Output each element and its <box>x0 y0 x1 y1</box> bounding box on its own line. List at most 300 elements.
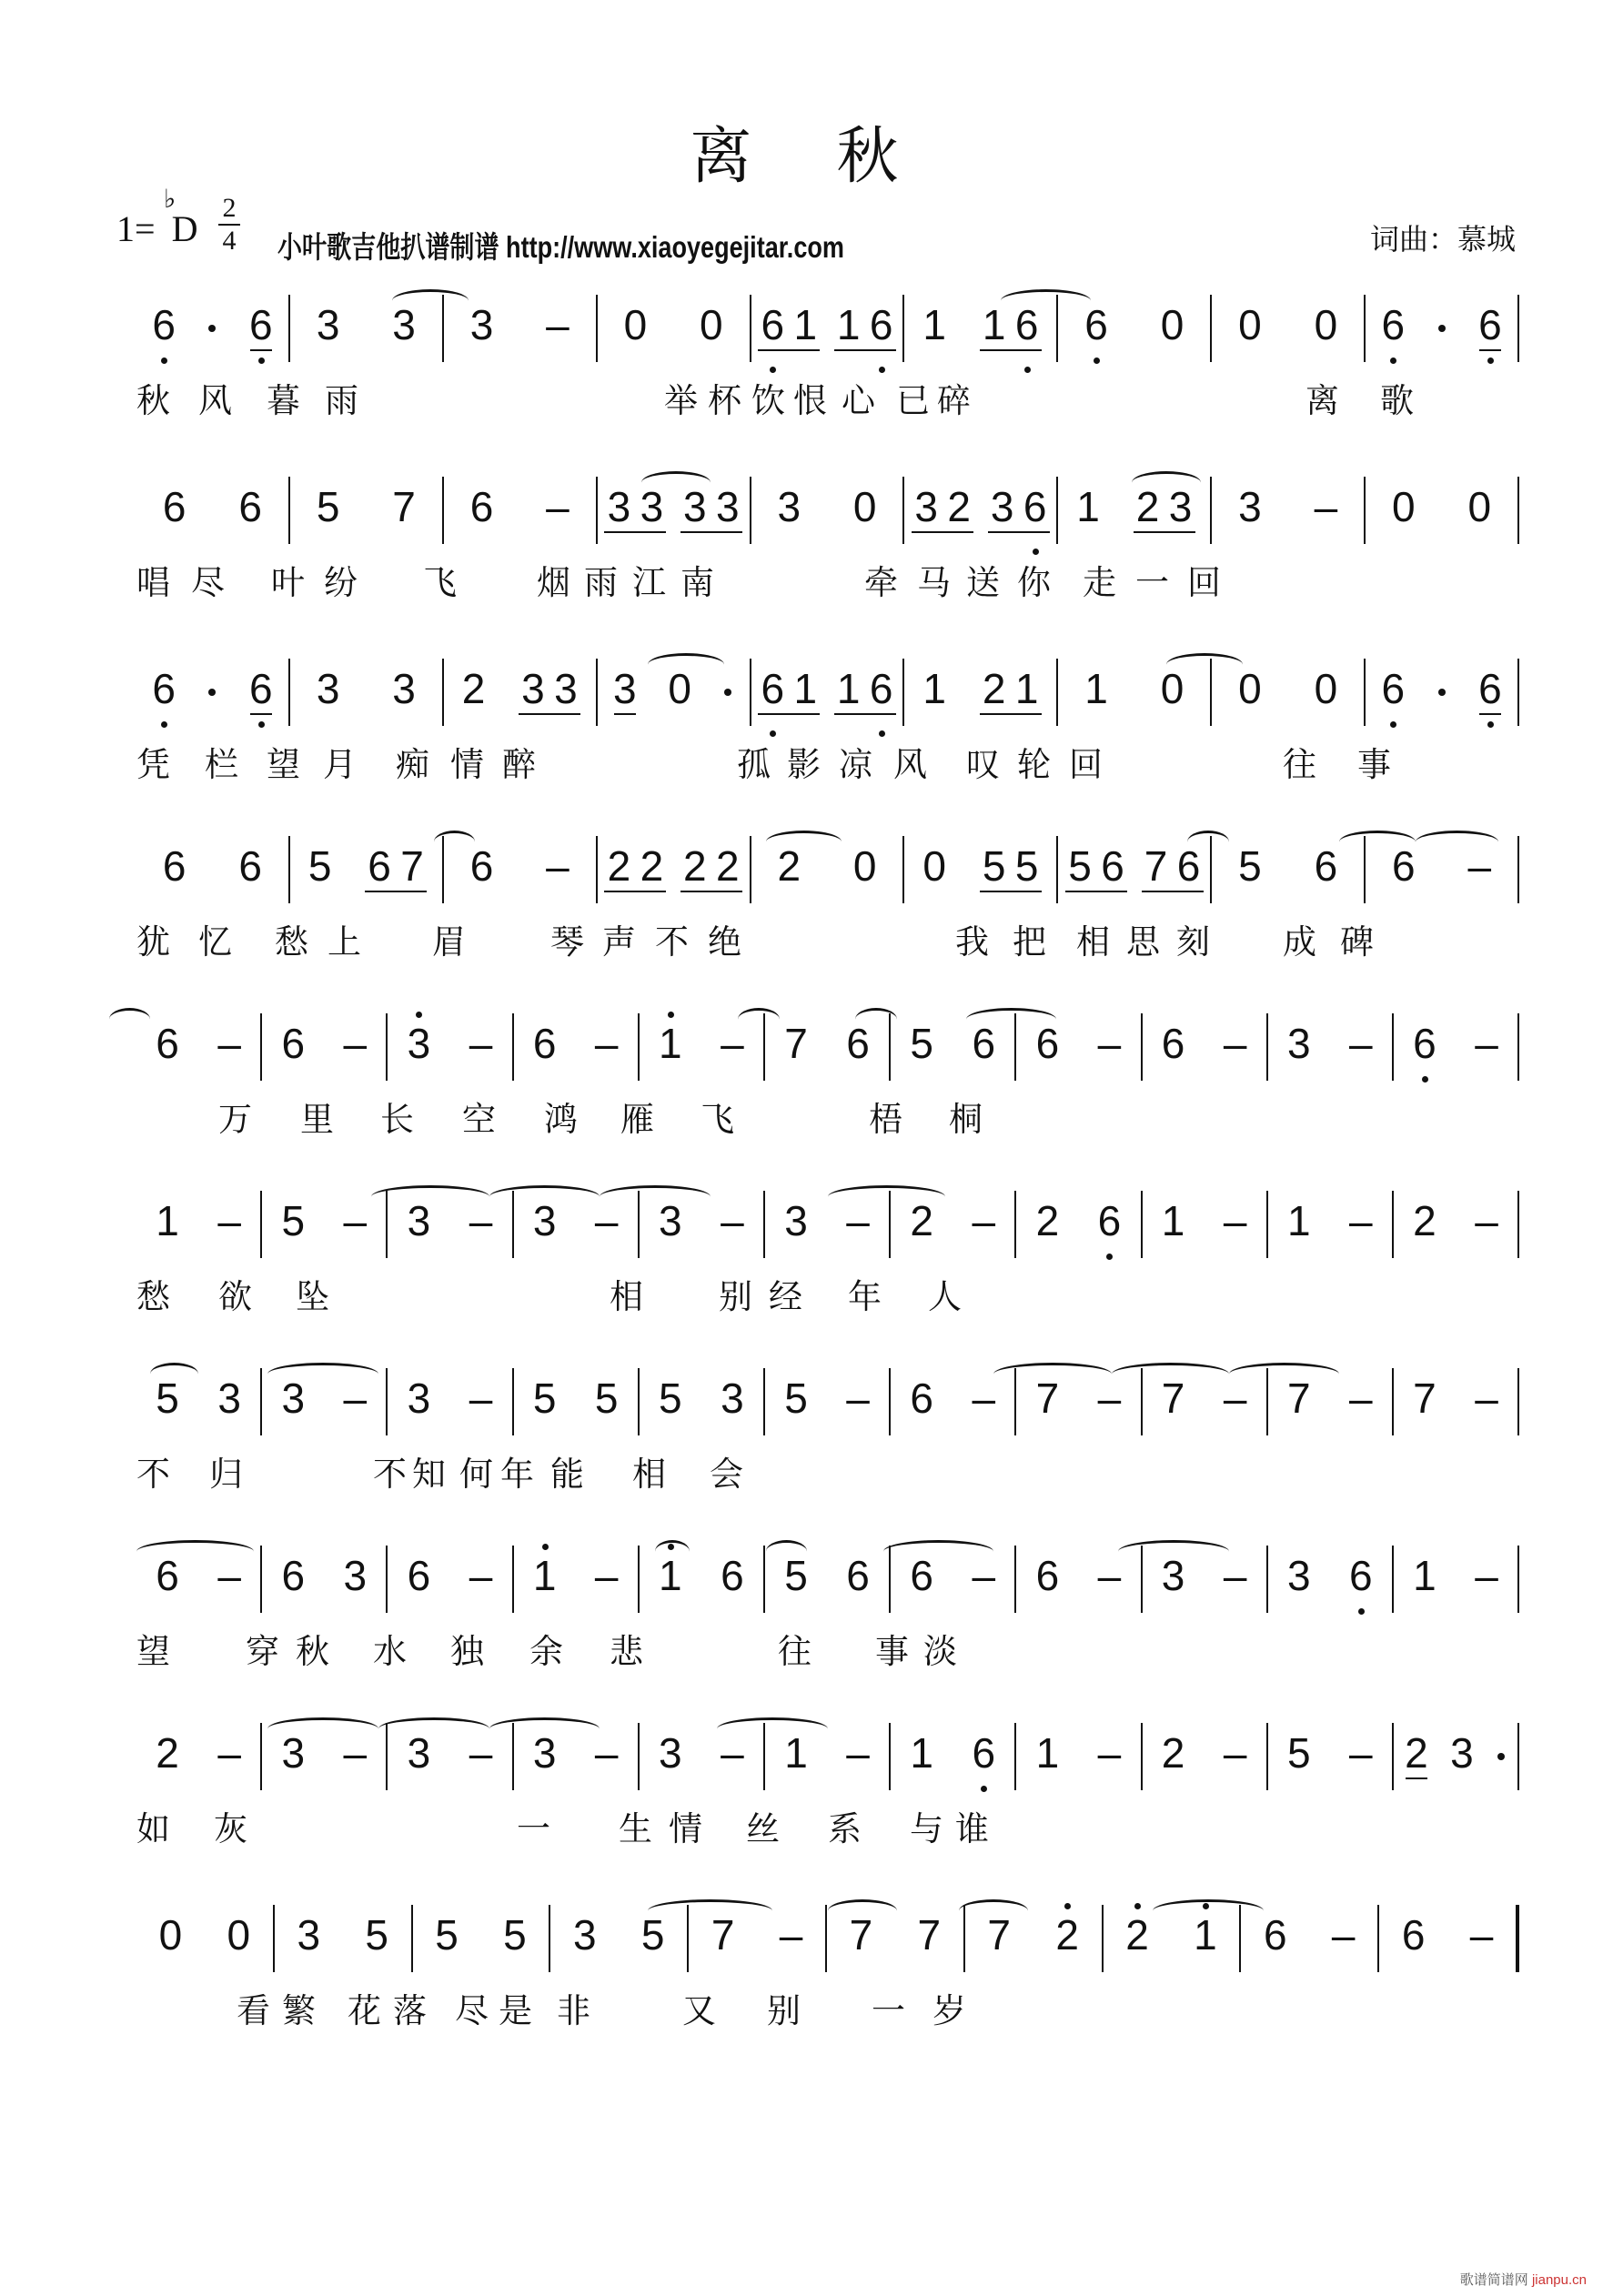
beat <box>967 1197 1000 1269</box>
score-line <box>136 992 1519 1155</box>
beat <box>1283 1197 1316 1269</box>
note: 7 <box>392 483 416 530</box>
measure <box>751 273 903 373</box>
measure <box>290 273 442 373</box>
augmentation-dot <box>202 668 222 710</box>
measure <box>444 273 596 373</box>
note: 3 <box>402 1022 435 1064</box>
barline <box>1517 1368 1519 1435</box>
note: 6 <box>1474 304 1507 346</box>
beat <box>402 1729 435 1801</box>
note: 7 <box>987 1911 1012 1959</box>
dash-sustain: – <box>343 1729 368 1777</box>
beat <box>213 1022 246 1092</box>
note: 2 <box>683 842 707 890</box>
beat <box>213 1197 246 1269</box>
measure <box>689 1883 825 1983</box>
lyric-char: 轮 <box>1017 746 1051 783</box>
beat <box>842 1197 874 1269</box>
tie-arc <box>1229 1363 1340 1385</box>
note: 3 <box>659 1197 682 1244</box>
note: 6 <box>1474 668 1507 710</box>
lyric-char: 空 <box>462 1101 496 1138</box>
beat <box>772 842 805 914</box>
beat <box>529 1197 561 1269</box>
beat <box>1470 1197 1503 1269</box>
measure <box>640 1524 763 1624</box>
note: 6 <box>407 1552 431 1599</box>
lyric-char: 梧 <box>869 1101 902 1138</box>
octave-low-dot <box>161 721 167 728</box>
lyric-char: 情 <box>669 1810 702 1848</box>
beat <box>1157 1552 1190 1624</box>
note: 1 <box>1084 665 1108 712</box>
lyric-char: 生 <box>619 1810 652 1848</box>
beat <box>1345 1197 1377 1269</box>
measure <box>514 1169 638 1269</box>
tie-arc <box>150 1363 198 1385</box>
measure <box>1016 1701 1140 1801</box>
note: 3 <box>281 1375 306 1422</box>
key-one-equals: 1= <box>116 208 156 249</box>
lyric-char: 又 <box>682 1992 716 2029</box>
measure <box>262 992 386 1092</box>
note: 7 <box>400 842 424 890</box>
beat <box>1470 1022 1503 1092</box>
beat <box>465 1197 498 1269</box>
staff <box>136 637 1519 737</box>
measure <box>444 814 596 914</box>
lyric-char: 往 <box>778 1633 812 1670</box>
lyric-char: 烟 <box>537 564 570 601</box>
measure <box>751 814 903 914</box>
lyric-char: 不 <box>373 1455 407 1493</box>
lyric-char: 月 <box>323 746 357 783</box>
note: 1 <box>1189 1914 1222 1956</box>
tie-arc <box>738 1008 780 1031</box>
beat <box>222 1911 255 1983</box>
lyric-char: 花 <box>348 1992 381 2029</box>
note: 6 <box>1408 1022 1441 1064</box>
augmentation-dot <box>1491 1732 1511 1774</box>
octave-low-dot <box>1094 357 1100 364</box>
note: 3 <box>1450 1729 1474 1777</box>
note: 6 <box>972 1020 996 1067</box>
beat <box>1470 1377 1503 1446</box>
measure <box>136 1346 260 1446</box>
dash-sustain: – <box>217 1197 241 1244</box>
note: 6 <box>1376 668 1409 710</box>
note: 6 <box>846 1552 870 1599</box>
beat <box>151 1729 184 1801</box>
note: 6 <box>865 304 898 346</box>
measure <box>1394 1169 1517 1269</box>
watermark-cn: 歌谱简谱网 <box>1459 2272 1528 2288</box>
beat <box>1309 301 1342 373</box>
measure <box>413 1883 549 1983</box>
lyric-char: 系 <box>828 1810 862 1848</box>
eighth-underline <box>250 349 272 351</box>
tie-arc <box>267 1363 378 1385</box>
note: 3 <box>609 668 641 710</box>
tie-arc <box>434 831 476 853</box>
barline <box>1517 659 1519 726</box>
beat <box>1157 1197 1190 1269</box>
note: 3 <box>777 483 801 530</box>
note: 0 <box>1238 665 1262 712</box>
lyric-char: 岁 <box>932 1992 966 2029</box>
dash-sustain: – <box>1349 1375 1373 1422</box>
beat <box>1345 1729 1377 1801</box>
measure <box>388 992 511 1092</box>
note: 3 <box>784 1197 808 1244</box>
beat <box>983 1911 1015 1983</box>
beat <box>338 1552 371 1624</box>
note: 6 <box>721 1552 744 1599</box>
eighth-underline <box>250 713 272 715</box>
tie-arc <box>1001 289 1091 312</box>
beat <box>1157 1729 1190 1801</box>
tie-arc <box>959 1899 1028 1922</box>
note: 6 <box>281 1552 306 1599</box>
beat <box>716 1552 749 1624</box>
octave-high-dot <box>416 1012 422 1018</box>
note: 3 <box>721 1375 744 1422</box>
beat <box>1031 1552 1064 1624</box>
lyric-char: 别 <box>719 1278 752 1315</box>
note: 3 <box>1168 483 1193 530</box>
beat <box>1093 1197 1125 1269</box>
dash-sustain: – <box>217 1020 241 1067</box>
lyric-char: 能 <box>550 1455 584 1493</box>
measure <box>1394 1701 1517 1801</box>
beat <box>716 1377 749 1446</box>
beat <box>1031 1022 1064 1092</box>
beat <box>1051 1911 1084 1983</box>
beat <box>234 483 267 555</box>
score-line <box>136 814 1519 978</box>
beat <box>1309 483 1342 555</box>
measure <box>1143 1346 1266 1446</box>
measure <box>514 1524 638 1624</box>
measure <box>1268 1701 1392 1801</box>
lyric-char: 尽 <box>455 1992 489 2029</box>
note: 6 <box>1019 486 1052 528</box>
beat <box>1093 1552 1125 1624</box>
beat <box>158 483 191 555</box>
note: 2 <box>777 842 801 890</box>
measure <box>891 1524 1014 1624</box>
tie-arc <box>1416 831 1498 853</box>
beat <box>1470 1552 1503 1624</box>
lyric-char: 飞 <box>423 564 457 601</box>
beat <box>277 1377 309 1446</box>
measure <box>262 1524 386 1624</box>
lyric-char: 事 <box>875 1633 909 1670</box>
tie-arc <box>1187 831 1229 853</box>
beat <box>1157 1022 1190 1092</box>
beat <box>849 483 882 555</box>
beat <box>1156 665 1189 737</box>
note: 6 <box>162 842 186 890</box>
lyric-char: 碎 <box>937 382 971 419</box>
beat <box>1234 301 1266 373</box>
measure <box>640 1701 763 1801</box>
dash-sustain: – <box>1097 1729 1122 1777</box>
beat <box>312 301 345 373</box>
beat <box>772 483 805 555</box>
note: 1 <box>654 1555 687 1596</box>
lyrics-row <box>136 555 1519 609</box>
lyric-char: 成 <box>1283 923 1316 961</box>
beat <box>775 1911 808 1983</box>
beat <box>849 842 882 914</box>
note: 6 <box>1035 1020 1060 1067</box>
tie-arc <box>766 1540 808 1563</box>
time-signature <box>218 195 240 255</box>
beat <box>780 1552 812 1624</box>
beat <box>402 1197 435 1269</box>
octave-low-dot <box>258 357 265 364</box>
measure <box>598 455 750 555</box>
beat <box>1283 1022 1316 1092</box>
lyric-char: 会 <box>710 1455 743 1493</box>
note: 0 <box>922 842 946 890</box>
note: 3 <box>407 1197 431 1244</box>
note: 5 <box>435 1911 459 1959</box>
note: 2 <box>640 842 664 890</box>
note: 0 <box>227 1911 251 1959</box>
measure <box>290 637 442 737</box>
lyric-char: 刻 <box>1176 923 1210 961</box>
dash-sustain: – <box>846 1197 870 1244</box>
staff <box>136 814 1519 914</box>
note: 6 <box>967 1732 1000 1774</box>
octave-high-dot <box>668 1012 674 1018</box>
measure <box>388 1169 511 1269</box>
measure <box>891 1169 1014 1269</box>
lyric-char: 穿 <box>246 1633 279 1670</box>
beat <box>590 1197 623 1269</box>
note: 6 <box>1093 1200 1125 1242</box>
note: 6 <box>865 668 898 710</box>
note: 2 <box>156 1729 179 1777</box>
beat <box>466 301 499 373</box>
final-barline <box>1516 1905 1519 1972</box>
octave-low-dot <box>1422 1076 1428 1083</box>
measure <box>1268 1346 1392 1446</box>
measure <box>765 1701 889 1801</box>
beat <box>1474 665 1507 737</box>
measure <box>1394 992 1517 1092</box>
beat <box>1345 1022 1377 1092</box>
eighth-underline <box>1479 349 1501 351</box>
lyric-char: 醉 <box>502 746 536 783</box>
lyric-char: 一 <box>1135 564 1169 601</box>
measure <box>136 455 288 555</box>
note: 3 <box>1286 1020 1311 1067</box>
beat <box>1219 1197 1252 1269</box>
octave-low-dot <box>1390 357 1396 364</box>
octave-high-dot <box>1064 1903 1071 1909</box>
lyric-char: 人 <box>928 1278 962 1315</box>
time-numerator: 2 <box>222 193 237 223</box>
tie-arc <box>1132 471 1201 494</box>
key-signature <box>116 186 198 250</box>
beamed-group <box>517 665 582 737</box>
note: 0 <box>1467 483 1492 530</box>
note: 5 <box>784 1552 808 1599</box>
measure <box>1268 1524 1392 1624</box>
lyric-char: 看 <box>237 1992 270 2029</box>
measure <box>1379 1883 1516 1983</box>
tie-arc <box>489 1717 600 1740</box>
lyric-char: 把 <box>1013 923 1046 961</box>
dash-sustain: – <box>721 1020 744 1067</box>
beat <box>1387 483 1420 555</box>
beat <box>312 665 345 737</box>
measure <box>1366 273 1517 373</box>
lyric-char: 杯 <box>708 382 741 419</box>
lyric-char: 相 <box>610 1278 643 1315</box>
beat <box>388 483 420 555</box>
beat <box>716 1197 749 1269</box>
beamed-group <box>1064 842 1129 914</box>
tie-arc <box>883 1540 994 1563</box>
augmentation-dot <box>202 304 222 346</box>
dash-sustain: – <box>594 1729 619 1777</box>
note: 7 <box>1035 1375 1060 1422</box>
lyric-char: 凭 <box>136 746 170 783</box>
beat <box>1408 1022 1441 1092</box>
tie-arc <box>648 653 724 676</box>
dash-sustain: – <box>1223 1375 1247 1422</box>
note: 7 <box>917 1911 942 1959</box>
dash-sustain: – <box>469 1552 493 1599</box>
note: 3 <box>281 1729 306 1777</box>
measure <box>1268 1169 1392 1269</box>
lyrics-row <box>136 373 1519 428</box>
lyric-char: 江 <box>632 564 666 601</box>
measure <box>904 637 1056 737</box>
note: 6 <box>1314 842 1338 890</box>
beat <box>499 1911 531 1983</box>
note: 3 <box>343 1552 368 1599</box>
eighth-underline <box>1479 713 1501 715</box>
beat <box>541 842 574 914</box>
note: 0 <box>852 483 877 530</box>
tie-arc <box>993 1363 1111 1385</box>
lyric-char: 不 <box>136 1455 170 1493</box>
dash-sustain: – <box>1467 842 1492 890</box>
beat <box>1408 1377 1441 1446</box>
lyric-char: 秋 <box>296 1633 329 1670</box>
tie-arc <box>267 1717 378 1740</box>
beamed-group <box>1132 483 1197 555</box>
dash-sustain: – <box>721 1729 744 1777</box>
lyric-char: 风 <box>198 382 232 419</box>
dash-sustain: – <box>1475 1020 1498 1067</box>
measure <box>598 637 750 737</box>
beat <box>1345 1552 1377 1624</box>
score-line <box>136 1524 1519 1687</box>
note: 6 <box>1376 304 1409 346</box>
octave-high-dot <box>1134 1903 1141 1909</box>
note: 6 <box>469 842 494 890</box>
beat <box>1309 842 1342 914</box>
dash-sustain: – <box>594 1552 619 1599</box>
note: 5 <box>1238 842 1262 890</box>
measure <box>444 637 596 737</box>
measure <box>1212 273 1364 373</box>
note: 1 <box>1161 1197 1185 1244</box>
note: 5 <box>784 1375 808 1422</box>
note: 6 <box>1264 1911 1287 1959</box>
beat <box>967 1552 1000 1624</box>
beat <box>1387 842 1420 914</box>
lyric-char: 你 <box>1017 564 1051 601</box>
beamed-group <box>679 842 744 914</box>
tie-arc <box>655 1540 690 1563</box>
note: 3 <box>1161 1552 1185 1599</box>
measure <box>765 992 889 1092</box>
beamed-group <box>978 301 1043 373</box>
note: 3 <box>1238 483 1262 530</box>
eighth-underline <box>1406 1777 1427 1779</box>
lyric-char: 繁 <box>282 1992 316 2029</box>
lyric-char: 风 <box>893 746 927 783</box>
beat <box>338 1377 371 1446</box>
dash-sustain: – <box>1331 1911 1356 1959</box>
key-note: D <box>171 208 198 249</box>
note: 2 <box>1413 1197 1437 1244</box>
note: 3 <box>554 665 578 712</box>
beat <box>338 1729 371 1801</box>
beat <box>905 1552 938 1624</box>
measure <box>1366 637 1517 737</box>
lyric-char: 举 <box>664 382 698 419</box>
dash-sustain: – <box>217 1729 241 1777</box>
beat <box>842 1377 874 1446</box>
lyric-char: 非 <box>557 1992 590 2029</box>
beamed-group <box>832 301 898 373</box>
note: 1 <box>922 665 946 712</box>
octave-low-dot <box>1390 721 1396 728</box>
measure <box>550 1883 687 1983</box>
beat <box>1072 483 1104 555</box>
beat <box>716 1022 749 1092</box>
dash-sustain: – <box>1314 483 1338 530</box>
note: 3 <box>297 1911 321 1959</box>
beat <box>277 1729 309 1801</box>
note: 6 <box>238 483 262 530</box>
measure <box>1058 273 1210 373</box>
lyric-char: 欲 <box>218 1278 252 1315</box>
measure <box>640 1169 763 1269</box>
lyric-char: 叹 <box>966 746 1000 783</box>
beat <box>1345 1377 1377 1446</box>
beat <box>277 1022 309 1092</box>
note: 3 <box>1286 1552 1311 1599</box>
measure <box>1143 992 1266 1092</box>
note: 6 <box>245 668 277 710</box>
note: 6 <box>1392 842 1416 890</box>
measure <box>136 1883 273 1983</box>
dash-sustain: – <box>1475 1552 1498 1599</box>
note: 6 <box>1401 1911 1426 1959</box>
note: 0 <box>668 665 691 712</box>
octave-high-dot <box>542 1544 549 1550</box>
